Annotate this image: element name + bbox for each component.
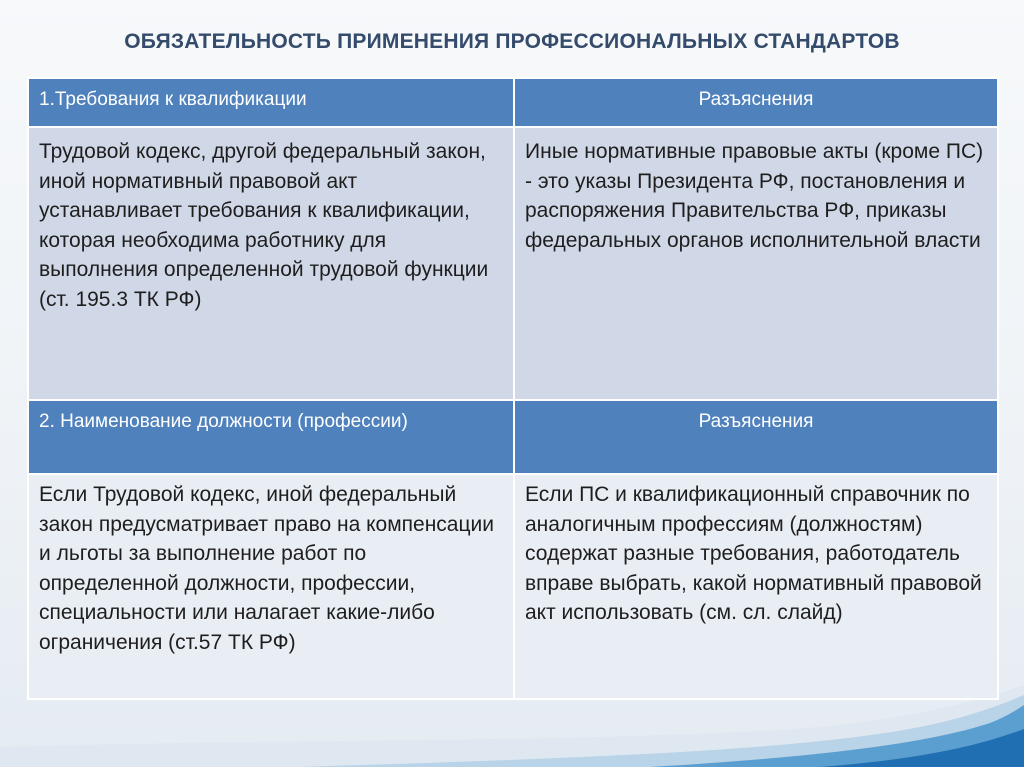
table-header-row [28, 400, 998, 474]
section-2-explanations-header: Разъяснения [514, 400, 998, 474]
section-2-requirement-text: Если Трудовой кодекс, иной федеральный закон предусматривает право на компенсации и льготы за выполнение работ по определенной должности, профессии, специальности или налагает какие-либо ограничения (ст.57 ТК РФ) [28, 474, 514, 699]
section-1-explanations-header: Разъяснения [514, 78, 998, 127]
table-row [28, 127, 998, 400]
section-1-explanation-text: Иные нормативные правовые акты (кроме ПС) - это указы Президента РФ, постановления и распоряжения Правительства РФ, приказы федеральных органов исполнительной власти [514, 127, 998, 400]
section-1-requirement-text: Трудовой кодекс, другой федеральный закон, иной нормативный правовой акт устанавливает требования к квалификации, которая необходима работнику для выполнения определенной трудовой функции (ст. 195.3 ТК РФ) [28, 127, 514, 400]
page-title: ОБЯЗАТЕЛЬНОСТЬ ПРИМЕНЕНИЯ ПРОФЕССИОНАЛЬНЫХ СТАНДАРТОВ [124, 30, 900, 53]
section-2-header: 2. Наименование должности (профессии) [28, 400, 514, 474]
table-header-row [28, 78, 998, 127]
standards-table [27, 77, 999, 700]
table-row [28, 474, 998, 699]
section-1-header: 1.Требования к квалификации [28, 78, 514, 127]
section-2-explanation-text: Если ПС и квалификационный справочник по аналогичным профессиям (должностям) содержат разные требования, работодатель вправе выбрать, какой нормативный правовой акт использовать (см. сл. слайд) [514, 474, 998, 699]
